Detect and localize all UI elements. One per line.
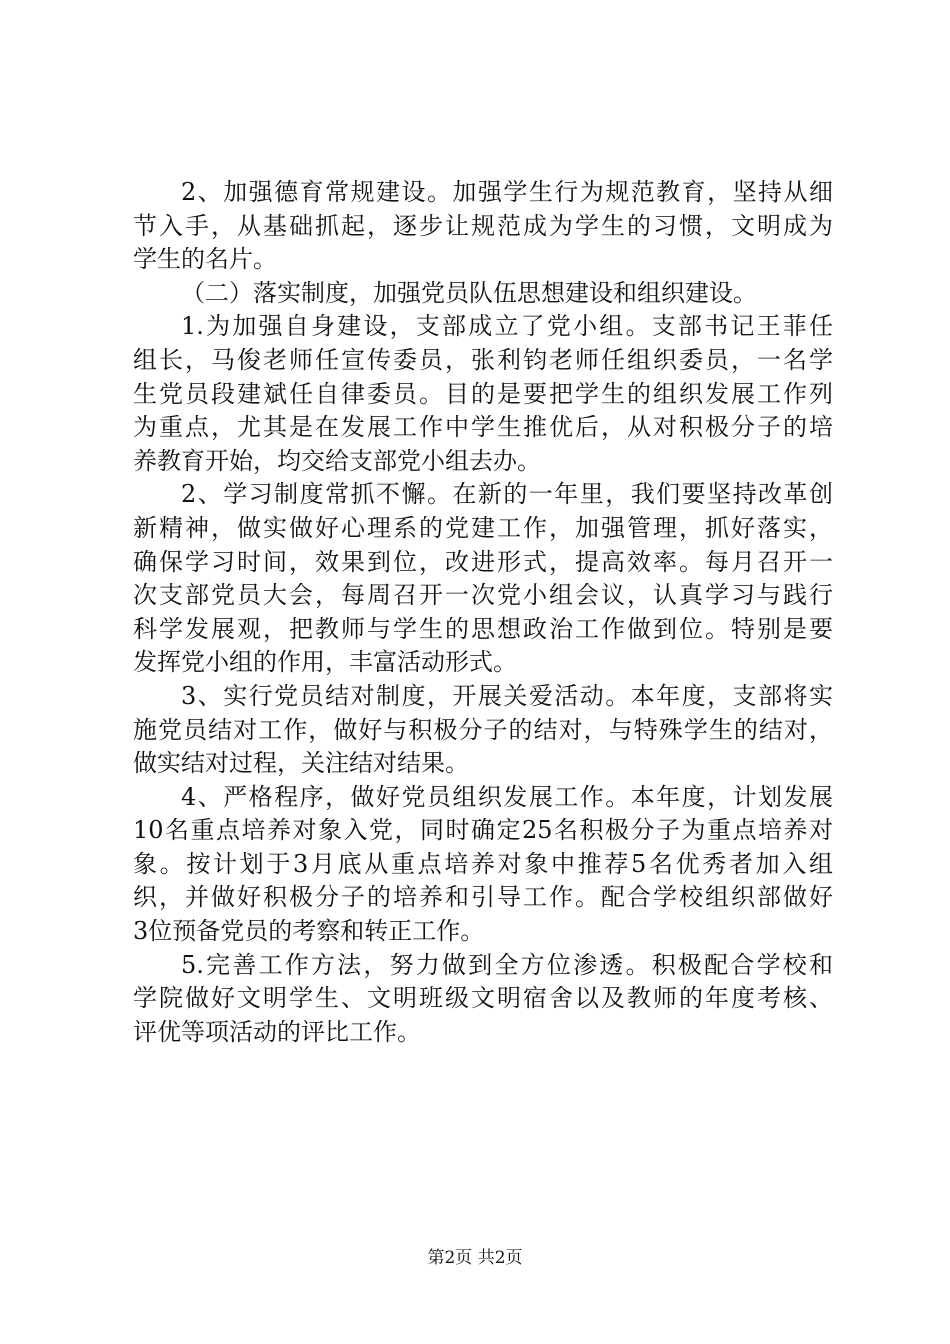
text-line: 为重点，尤其是在发展工作中学生推优后，从对积极分子的培 <box>133 413 833 442</box>
text-line: 象。按计划于3月底从重点培养对象中推荐5名优秀者加入组 <box>133 849 833 878</box>
paragraph-6 <box>133 781 833 949</box>
text-line: 5.完善工作方法，努力做到全方位渗透。积极配合学校和 <box>181 950 833 979</box>
text-line: 确保学习时间，效果到位，改进形式，提高效率。每月召开一 <box>133 547 833 576</box>
text-line: 做实结对过程，关注结对结果。 <box>133 749 469 778</box>
text-line: 4、严格程序，做好党员组织发展工作。本年度，计划发展 <box>181 782 833 811</box>
text-line: 2、学习制度常抓不懈。在新的一年里，我们要坚持改革创 <box>181 480 833 509</box>
paragraph-4 <box>133 478 833 680</box>
text-line: 1.为加强自身建设，支部成立了党小组。支部书记王菲任 <box>181 312 833 341</box>
text-line: 学生的名片。 <box>133 245 277 274</box>
text-line: 组长，马俊老师任宣传委员，张利钧老师任组织委员，一名学 <box>133 345 833 374</box>
paragraph-7 <box>133 949 833 1050</box>
text-line: 节入手，从基础抓起，逐步让规范成为学生的习惯，文明成为 <box>133 211 833 240</box>
paragraph-5 <box>133 680 833 781</box>
text-line: 评优等项活动的评比工作。 <box>133 1017 421 1046</box>
text-line: 发挥党小组的作用，丰富活动形式。 <box>133 648 517 677</box>
text-line: 次支部党员大会，每周召开一次党小组会议，认真学习与践行 <box>133 581 833 610</box>
text-line: 学院做好文明学生、文明班级文明宿舍以及教师的年度考核、 <box>133 984 833 1013</box>
text-line: 10名重点培养对象入党，同时确定25名积极分子为重点培养对 <box>133 816 833 845</box>
paragraph-3 <box>133 310 833 478</box>
paragraph-1 <box>133 176 833 277</box>
text-line: 新精神，做实做好心理系的党建工作，加强管理，抓好落实， <box>133 513 833 542</box>
text-line: 生党员段建斌任自律委员。目的是要把学生的组织发展工作列 <box>133 379 833 408</box>
text-line: 3、实行党员结对制度，开展关爱活动。本年度，支部将实 <box>181 681 833 710</box>
text-line: （二）落实制度，加强党员队伍思想建设和组织建设。 <box>181 278 757 307</box>
document-body <box>133 176 833 1049</box>
text-line: 科学发展观，把教师与学生的思想政治工作做到位。特别是要 <box>133 614 833 643</box>
text-line: 养教育开始，均交给支部党小组去办。 <box>133 446 541 475</box>
page-footer: 第2页 共2页 <box>427 1248 523 1268</box>
text-line: 施党员结对工作，做好与积极分子的结对，与特殊学生的结对， <box>133 715 833 744</box>
text-line: 3位预备党员的考察和转正工作。 <box>133 917 485 946</box>
text-line: 织，并做好积极分子的培养和引导工作。配合学校组织部做好 <box>133 883 833 912</box>
text-line: 2、加强德育常规建设。加强学生行为规范教育，坚持从细 <box>181 178 833 206</box>
section-heading <box>133 277 833 311</box>
